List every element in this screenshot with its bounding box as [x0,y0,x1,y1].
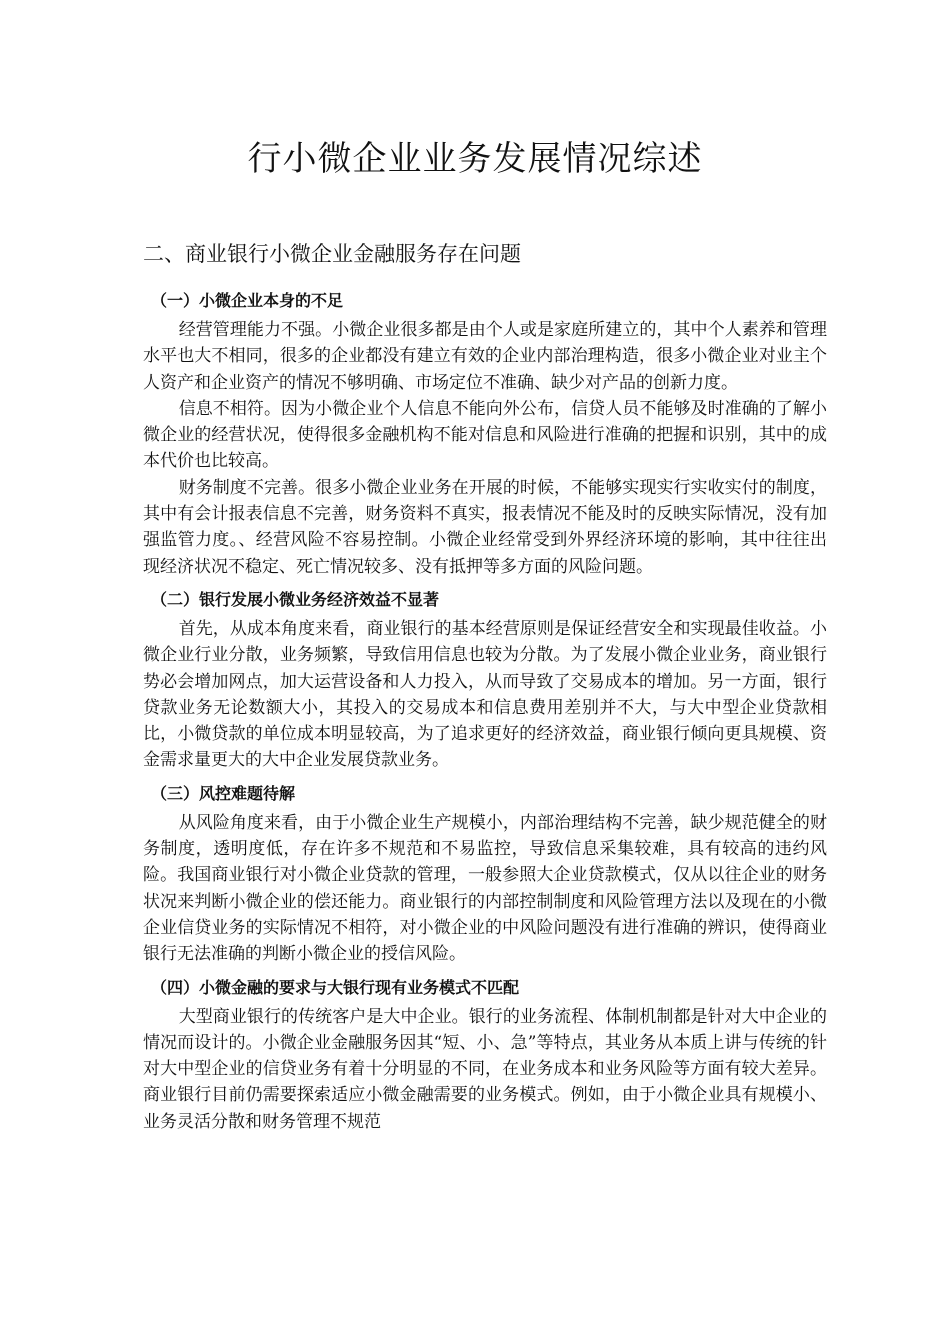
paragraph: 财务制度不完善。很多小微企业业务在开展的时候，不能够实现实行实收实付的制度，其中有会计报表信息不完善，财务资料不真实，报表情况不能及时的反映实际情况，没有加强监管力度。、经营风险不容易控制。小微企业经常受到外界经济环境的影响，其中往往出现经济状况不稳定、死亡情况较多、没有抵押等多方面的风险问题。 [143,477,827,577]
subsection-heading: （三）风控难题待解 [151,783,296,803]
section-heading: 二、商业银行小微企业金融服务存在问题 [143,242,521,266]
paragraph: 大型商业银行的传统客户是大中企业。银行的业务流程、体制机制都是针对大中企业的情况而设计的。小微企业金融服务因其“短、小、急”等特点，其业务从本质上讲与传统的针对大中型企业的信贷业务有着十分明显的不同，在业务成本和业务风险等方面有较大差异。商业银行目前仍需要探索适应小微金融需要的业务模式。例如，由于小微企业具有规模小、业务灵活分散和财务管理不规范 [143,1006,827,1132]
subsection-3 [143,781,827,968]
subsection-heading: （四）小微金融的要求与大银行现有业务模式不匹配 [151,977,520,997]
subsection-2 [143,587,827,774]
paragraph: 经营管理能力不强。小微企业很多都是由个人或是家庭所建立的，其中个人素养和管理水平也大不相同，很多的企业都没有建立有效的企业内部治理构造，很多小微企业对业主个人资产和企业资产的情况不够明确、市场定位不准确、缺少对产品的创新力度。 [143,320,827,393]
paragraph: 信息不相符。因为小微企业个人信息不能向外公布，信贷人员不能够及时准确的了解小微企业的经营状况，使得很多金融机构不能对信息和风险进行准确的把握和识别，其中的成本代价也比较高。 [143,398,827,472]
subsection-heading: （一）小微企业本身的不足 [151,291,344,310]
paragraph: 首先，从成本角度来看，商业银行的基本经营原则是保证经营安全和实现最佳收益。小微企业行业分散，业务频繁，导致信用信息也较为分散。为了发展小微企业业务，商业银行势必会增加网点，加大运营设备和人力投入，从而导致了交易成本的增加。另一方面，银行贷款业务无论数额大小，其投入的交易成本和信息费用差别并不大，与大中型企业贷款相比，小微贷款的单位成本明显较高，为了追求更好的经济效益，商业银行倾向更具规模、资金需求量更大的大中企业发展贷款业务。 [143,618,827,771]
subsection-heading: （二）银行发展小微业务经济效益不显著 [151,589,440,609]
document-body [143,288,827,1142]
subsection-1 [143,288,827,580]
subsection-4 [143,975,827,1135]
paragraph: 从风险角度来看，由于小微企业生产规模小，内部治理结构不完善，缺少规范健全的财务制度，透明度低，存在许多不规范和不易监控，导致信息采集较难，具有较高的违约风险。我国商业银行对小微企业贷款的管理，一般参照大企业贷款模式，仅从以往企业的财务状况来判断小微企业的偿还能力。商业银行的内部控制制度和风险管理方法以及现在的小微企业信贷业务的实际情况不相符，对小微企业的中风险问题没有进行准确的辨识，使得商业银行无法准确的判断小微企业的授信风险。 [143,812,827,965]
document-title: 行小微企业业务发展情况综述 [247,139,703,179]
